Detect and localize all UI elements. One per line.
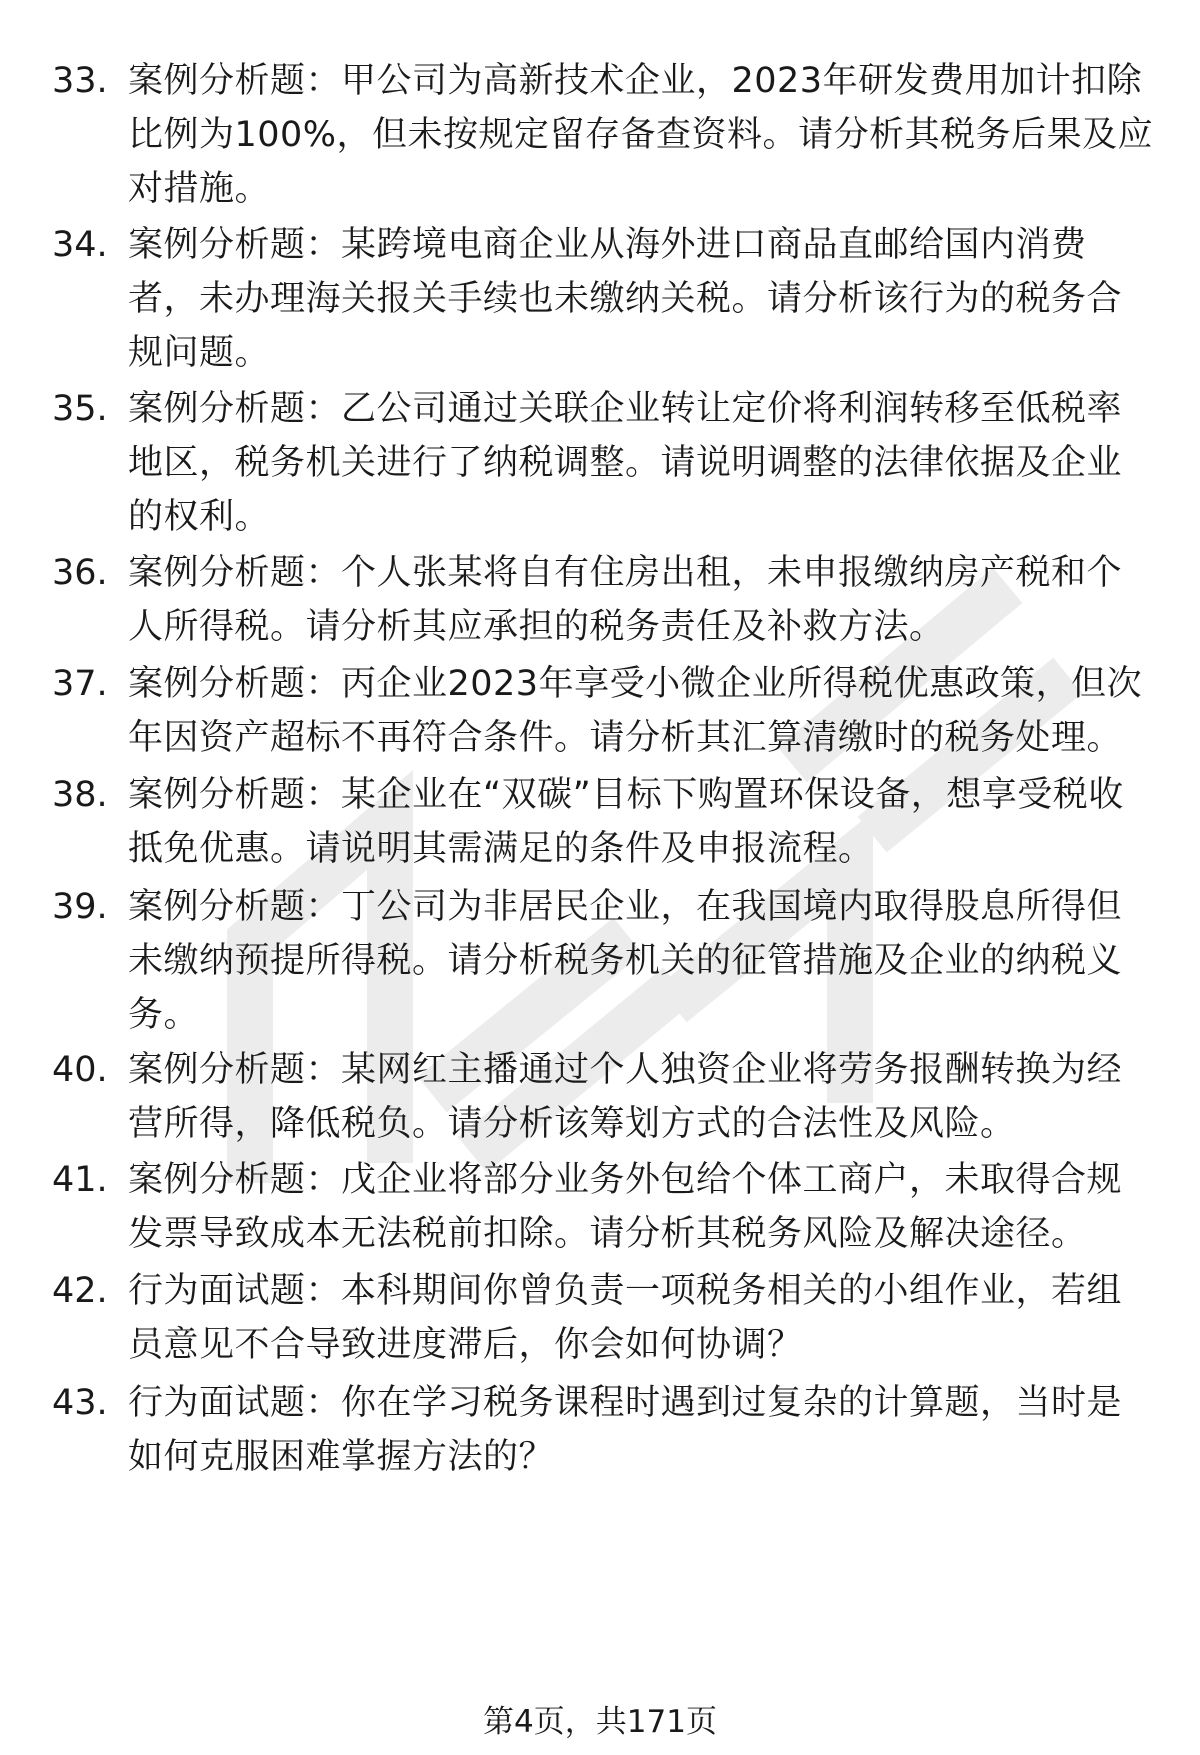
question-text: 案例分析题：乙公司通过关联企业转让定价将利润转移至低税率地区，税务机关进行了纳税调整。请说明调整的法律依据及企业的权利。 xyxy=(128,389,1123,537)
page-number: 第4页，共171页 xyxy=(483,1704,717,1740)
question-number: 36. xyxy=(52,553,108,593)
question-number: 34. xyxy=(52,225,108,265)
question-text: 案例分析题：个人张某将自有住房出租，未申报缴纳房产税和个人所得税。请分析其应承担的税务责任及补救方法。 xyxy=(128,553,1123,647)
question-number: 41. xyxy=(52,1160,108,1200)
question-number: 43. xyxy=(52,1383,108,1423)
question-text: 行为面试题：本科期间你曾负责一项税务相关的小组作业，若组员意见不合导致进度滞后，你会如何协调？ xyxy=(128,1271,1123,1365)
question-text: 案例分析题：某企业在“双碳”目标下购置环保设备，想享受税收抵免优惠。请说明其需满足的条件及申报流程。 xyxy=(128,775,1124,869)
question-text: 案例分析题：戊企业将部分业务外包给个体工商户，未取得合规发票导致成本无法税前扣除。请分析其税务风险及解决途径。 xyxy=(128,1160,1123,1254)
question-text: 行为面试题：你在学习税务课程时遇到过复杂的计算题，当时是如何克服困难掌握方法的？ xyxy=(128,1383,1123,1477)
question-number: 33. xyxy=(52,61,108,101)
question-text: 案例分析题：某网红主播通过个人独资企业将劳务报酬转换为经营所得，降低税负。请分析该筹划方式的合法性及风险。 xyxy=(128,1050,1123,1144)
question-number: 42. xyxy=(52,1271,108,1311)
question-number: 40. xyxy=(52,1050,108,1090)
question-text: 案例分析题：丁公司为非居民企业，在我国境内取得股息所得但未缴纳预提所得税。请分析税务机关的征管措施及企业的纳税义务。 xyxy=(128,887,1123,1035)
question-number: 35. xyxy=(52,389,108,429)
question-number: 38. xyxy=(52,775,108,815)
question-text: 案例分析题：丙企业2023年享受小微企业所得税优惠政策，但次年因资产超标不再符合条件。请分析其汇算清缴时的税务处理。 xyxy=(128,664,1143,758)
question-number: 37. xyxy=(52,664,108,704)
question-number: 39. xyxy=(52,887,108,927)
question-text: 案例分析题：甲公司为高新技术企业，2023年研发费用加计扣除比例为100%，但未按规定留存备查资料。请分析其税务后果及应对措施。 xyxy=(128,61,1154,209)
question-text: 案例分析题：某跨境电商企业从海外进口商品直邮给国内消费者，未办理海关报关手续也未缴纳关税。请分析该行为的税务合规问题。 xyxy=(128,225,1123,373)
